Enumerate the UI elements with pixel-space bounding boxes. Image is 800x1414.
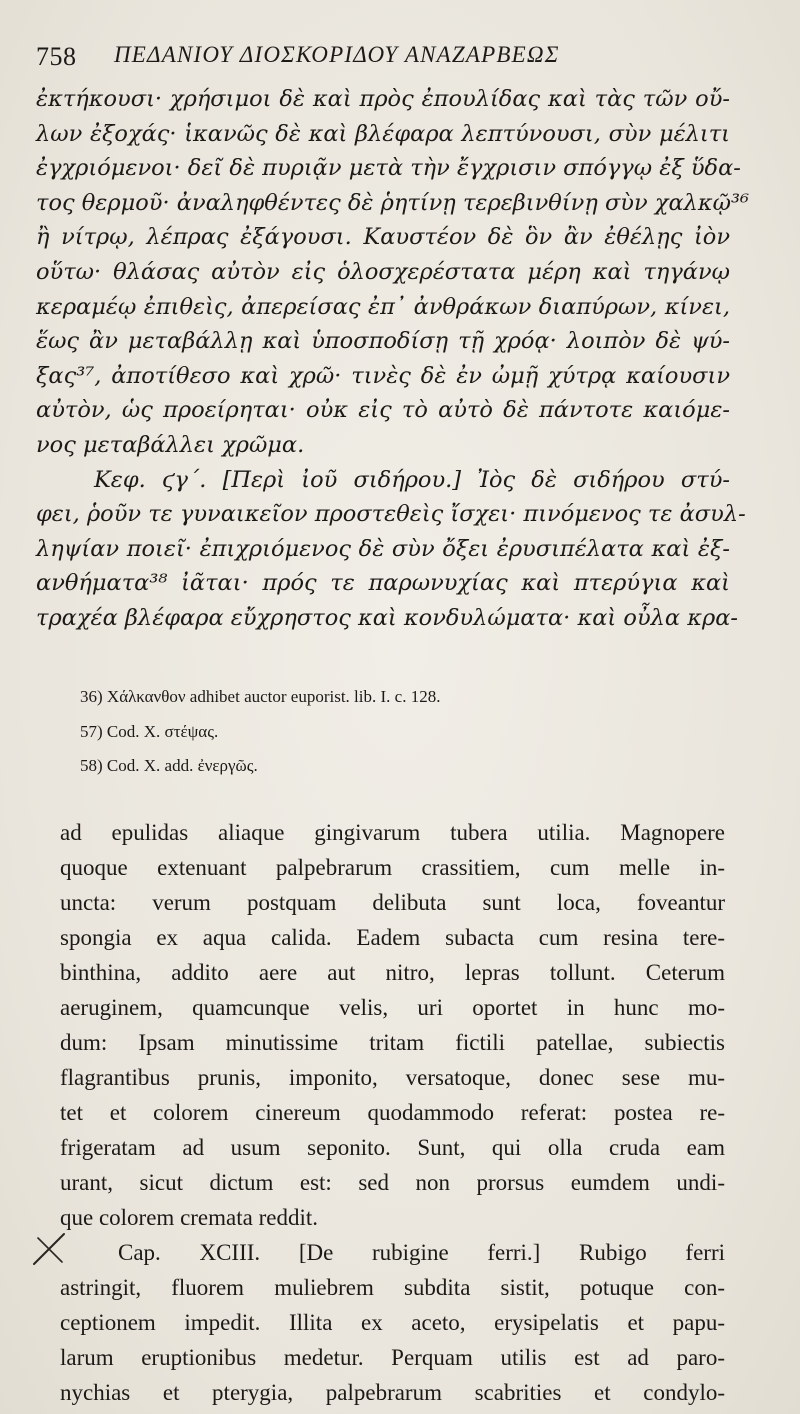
greek-line: τραχέα βλέφαρα εὔχρηστος καὶ κονδυλώματα· καὶ οὖλα κρα- xyxy=(36,604,739,631)
cross-mark-icon xyxy=(28,1228,72,1272)
footnote: 36) Χάλκανθον adhibet auctor euporist. lib. I. c. 128. xyxy=(80,687,441,706)
page-header xyxy=(36,36,756,76)
latin-line: spongia ex aqua calida. Eadem subacta cum resina tere- xyxy=(60,925,725,950)
greek-line: ληψίαν ποιεῖ· ἐπιχριόμενος δὲ σὺν ὄξει ἐρυσιπέλατα καὶ ἐξ- xyxy=(36,535,730,562)
greek-line: ἕως ἂν μεταβάλλῃ καὶ ὑποσποδίσῃ τῇ χρόᾳ· λοιπὸν δὲ ψύ- xyxy=(36,328,730,355)
latin-line: frigeratam ad usum seponito. Sunt, qui olla cruda eam xyxy=(60,1135,725,1160)
latin-line: dum: Ipsam minutissime tritam fictili patellae, subiectis xyxy=(60,1030,725,1055)
greek-line: τος θερμοῦ· ἀναληφθέντες δὲ ῥητίνῃ τερεβινθίνῃ σὺν χαλκῷ³⁶ xyxy=(36,189,750,216)
latin-line: nychias et pterygia, palpebrarum scabrities et condylo- xyxy=(60,1380,725,1405)
greek-line: αὐτὸν, ὡς προείρηται· οὐκ εἰς τὸ αὐτὸ δὲ πάντοτε καιόμε- xyxy=(36,397,730,424)
latin-text-block xyxy=(60,815,725,1410)
greek-line: κεραμέῳ ἐπιθεὶς, ἀπερείσας ἐπ᾽ ἀνθράκων διαπύρων, κίνει, xyxy=(36,293,730,320)
latin-line: urant, sicut dictum est: sed non prorsus eumdem undi- xyxy=(60,1170,725,1195)
latin-line: quoque extenuant palpebrarum crassitiem, cum melle in- xyxy=(60,855,725,880)
latin-line: ceptionem impedit. Illita ex aceto, erysipelatis et papu- xyxy=(60,1310,725,1335)
latin-line: larum eruptionibus medetur. Perquam utilis est ad paro- xyxy=(60,1345,725,1370)
footnote: 58) Cod. X. add. ἐνεργῶς. xyxy=(80,756,258,776)
latin-line: ad epulidas aliaque gingivarum tubera utilia. Magnopere xyxy=(60,820,725,845)
greek-line: οὕτω· θλάσας αὐτὸν εἰς ὁλοσχερέστατα μέρη καὶ τηγάνῳ xyxy=(36,258,730,285)
greek-line: ἢ νίτρῳ, λέπρας ἐξάγουσι. Καυστέον δὲ ὃν ἂν ἐθέλῃς ἰὸν xyxy=(36,224,730,251)
latin-line: uncta: verum postquam delibuta sunt loca, foveantur xyxy=(60,890,725,915)
greek-line: νος μεταβάλλει χρῶμα. xyxy=(36,431,305,458)
greek-line: ξας³⁷, ἀποτίθεσο καὶ χρῶ· τινὲς δὲ ἐν ὠμῇ χύτρᾳ καίουσιν xyxy=(36,362,730,389)
greek-line: ἐκτήκουσι· χρήσιμοι δὲ καὶ πρὸς ἐπουλίδας καὶ τὰς τῶν οὔ- xyxy=(36,86,730,112)
greek-line: φει, ῥοῦν τε γυναικεῖον προστεθεὶς ἴσχει· πινόμενος τε ἀσυλ- xyxy=(36,501,746,528)
greek-line: λων ἐξοχάς· ἱκανῶς δὲ καὶ βλέφαρα λεπτύνουσι, σὺν μέλιτι xyxy=(36,120,730,147)
latin-line: aeruginem, quamcunque velis, uri oportet in hunc mo- xyxy=(60,995,725,1020)
latin-line: tet et colorem cinereum quodammodo referat: postea re- xyxy=(60,1100,725,1125)
latin-line: binthina, addito aere aut nitro, lepras tollunt. Ceterum xyxy=(60,960,725,985)
latin-line: astringit, fluorem muliebrem subdita sistit, potuque con- xyxy=(60,1275,725,1300)
latin-line: que colorem cremata reddit. xyxy=(60,1205,318,1230)
page-number: 758 xyxy=(36,42,77,71)
latin-chapter-heading-line: Cap. XCIII. [De rubigine ferri.] Rubigo ferri xyxy=(118,1240,725,1265)
greek-line: ἐγχριόμενοι· δεῖ δὲ πυριᾷν μετὰ τὴν ἔγχρισιν σπόγγῳ ἐξ ὕδα- xyxy=(36,155,741,182)
handwritten-cross-mark xyxy=(28,1228,72,1272)
greek-line: ανθήματα³⁸ ἰᾶται· πρός τε παρωνυχίας καὶ πτερύγια καὶ xyxy=(36,570,730,597)
latin-line: flagrantibus prunis, imponito, versatoque, donec sese mu- xyxy=(60,1065,725,1090)
greek-chapter-heading-line: Κεφ. ϛγ΄. [Περὶ ἰοῦ σιδήρου.] Ἰὸς δὲ σιδήρου στύ- xyxy=(94,466,730,493)
greek-text-block xyxy=(36,82,750,636)
running-head: ΠΕΔΑΝΙΟΥ ΔΙΟΣΚΟΡΙΔΟΥ ΑΝΑΖΑΡΒΕΩΣ xyxy=(114,42,560,67)
footnote: 57) Cod. X. στέψας. xyxy=(80,721,219,741)
footnotes xyxy=(80,680,640,784)
